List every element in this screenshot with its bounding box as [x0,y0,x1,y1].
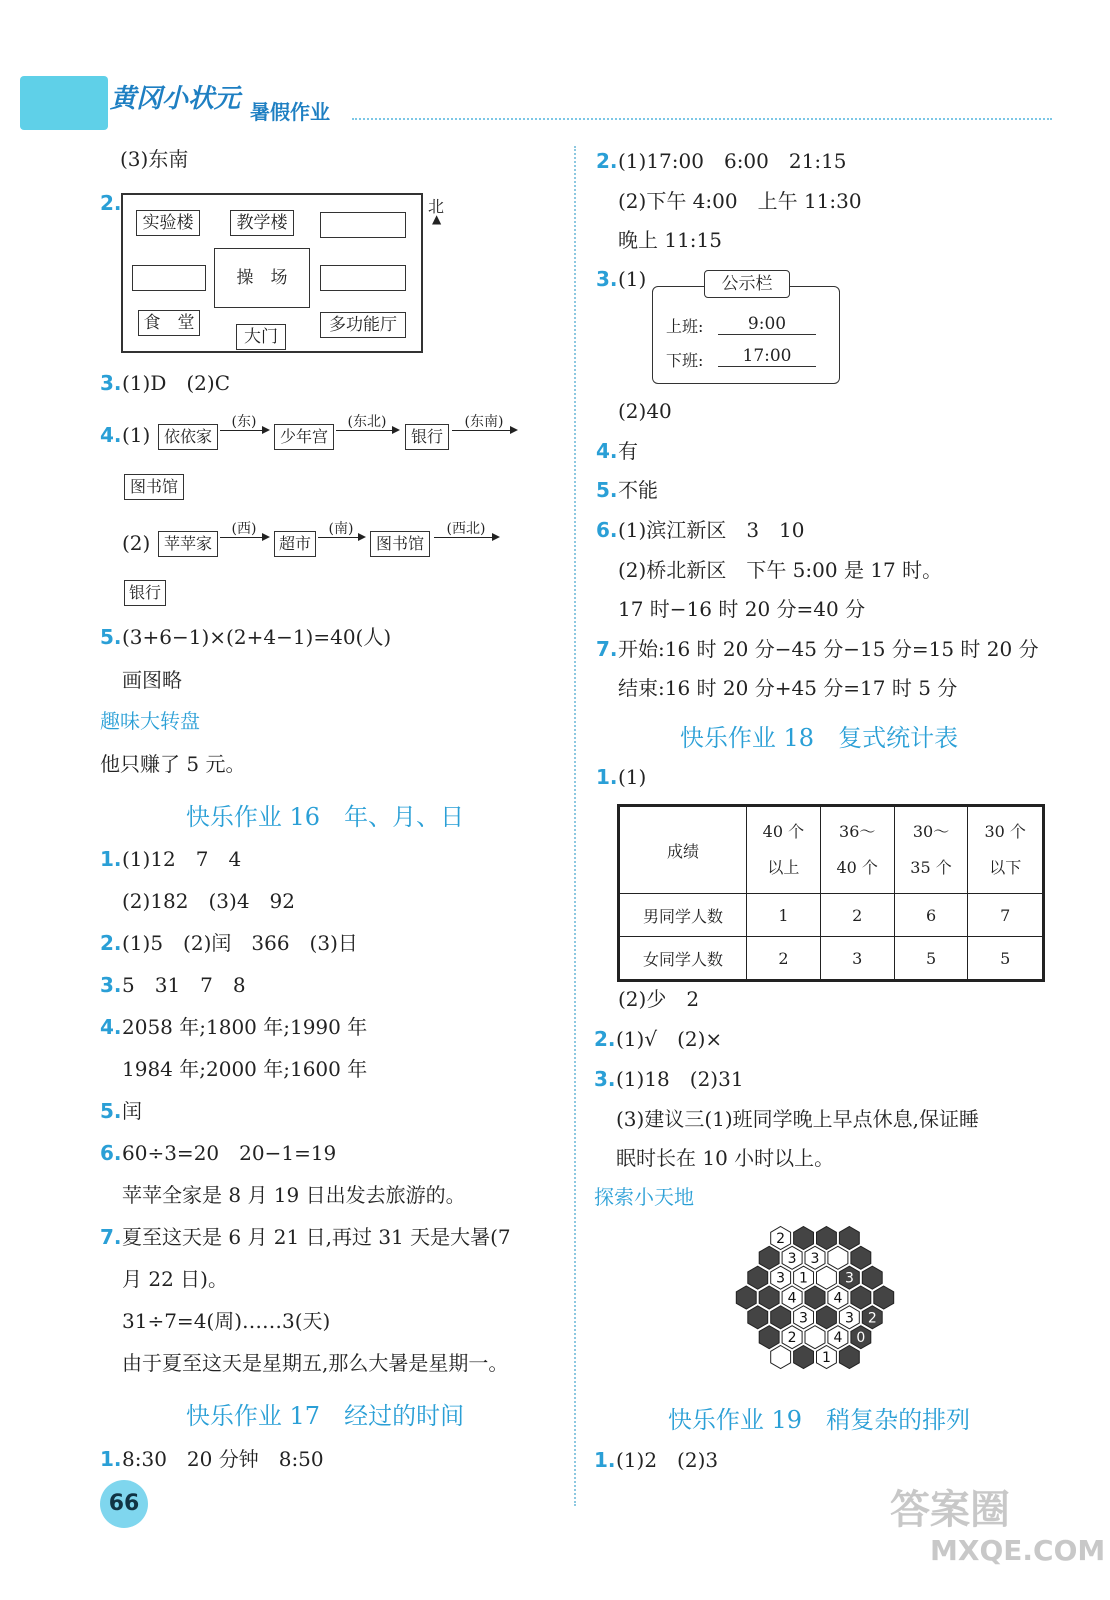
s16-q3: 5 31 7 8 [122,973,246,997]
route1-node-yiyi-home: 依依家 [158,424,218,450]
table-header [747,806,821,894]
hex-number: 1 [822,1350,831,1366]
r-q7b: 结束:16 时 20 分+45 分=17 时 5 分 [618,676,958,700]
hex-cell [817,1306,837,1329]
table-cell: 2 [747,937,821,981]
map-canteen: 食 堂 [138,310,200,336]
hex-cell [874,1286,894,1309]
row-label: 男同学人数 [619,894,747,937]
s16-q5-number: 5. [100,1099,122,1123]
hex-number: 0 [856,1330,866,1347]
header-subtitle: 暑假作业 [250,100,330,124]
brand-title: 黄冈小状元 [110,84,241,114]
header-line: 40 个 [762,822,805,841]
header-dotted-rule [352,118,1052,120]
table-cell: 5 [894,937,968,981]
hex-number: 2 [867,1310,877,1327]
hex-cell [839,1227,859,1250]
route2-node-bank: 银行 [124,580,166,606]
hex-number: 4 [833,1330,843,1347]
route2-node-library: 图书馆 [370,531,430,557]
notice-off-time: 17:00 [718,346,816,367]
map-multi-hall: 多功能厅 [320,312,406,338]
s18-q3a: (1)18 (2)31 [616,1067,744,1091]
r-q2b: (2)下午 4:00 上午 11:30 [618,189,862,213]
s16-q1-number: 1. [100,847,122,871]
s16-q4a: 2058 年;1800 年;1990 年 [122,1015,368,1039]
s16-q7b: 月 22 日)。 [122,1267,228,1291]
section-19-title: 快乐作业 19 稍复杂的排列 [667,1406,971,1434]
watermark-url: MXQE.COM [930,1534,1106,1567]
route2-arrow-3: (西北) [434,521,498,538]
s18-q3b: (3)建议三(1)班同学晚上早点休息,保证睡 [616,1107,980,1131]
r-q6c: 17 时−16 时 20 分=40 分 [618,597,866,621]
hex-cell [805,1286,825,1309]
s19-q1-number: 1. [594,1448,616,1472]
r-q2a: (1)17:00 6:00 21:15 [618,149,847,173]
r-q5: 不能 [618,478,658,502]
s19-q1: (1)2 (2)3 [616,1448,719,1472]
route1-arrow-3: (东南) [452,414,516,431]
q4-number: 4. [100,423,122,447]
hex-cell [839,1346,859,1369]
hex-cell [851,1286,871,1309]
north-label: 北 [428,197,445,216]
r-q3b: (2)40 [618,399,672,423]
s16-q6a: 60÷3=20 20−1=19 [122,1141,337,1165]
score-stats-table [617,804,1045,982]
s16-q3-number: 3. [100,973,122,997]
q5-note: 画图略 [122,668,182,692]
hex-cell [817,1227,837,1250]
header-line: 40 个 [836,858,878,877]
r-q7-number: 7. [596,637,618,661]
hex-cell [817,1266,837,1289]
header-line: 35 个 [910,858,952,877]
map-blank-right [320,265,406,291]
hex-number: 3 [844,1270,854,1287]
s18-q1-prefix: (1) [618,765,647,789]
header-logo-block [20,76,108,130]
s17-q1: 8:30 20 分钟 8:50 [122,1447,324,1471]
hex-cell [794,1227,814,1250]
s16-q4-number: 4. [100,1015,122,1039]
route2-node-supermarket: 超市 [274,531,316,557]
hex-number: 3 [844,1310,854,1327]
s16-q1a: (1)12 7 4 [122,847,242,871]
header-line: 以下 [989,858,1022,877]
r-q6a: (1)滨江新区 3 10 [618,518,805,542]
s16-q7c: 31÷7=4(周)……3(天) [122,1309,331,1333]
s16-q7d: 由于夏至这天是星期五,那么大暑是星期一。 [122,1351,509,1375]
r-q3-prefix: (1) [618,267,647,291]
s16-q6-number: 6. [100,1141,122,1165]
hex-number: 2 [776,1231,786,1247]
r-q4-number: 4. [596,439,618,463]
table-row [619,937,1044,981]
fun-section-title: 趣味大转盘 [100,709,200,733]
table-header [968,806,1044,894]
hex-cell [794,1346,814,1369]
hex-number: 2 [787,1330,797,1347]
r-q5-number: 5. [596,478,618,502]
s18-q1b: (2)少 2 [618,987,700,1011]
table-header [820,806,894,894]
hex-cell [748,1266,768,1289]
hex-cell [851,1246,871,1269]
s18-q2-number: 2. [594,1027,616,1051]
route1-node-youth-palace: 少年宫 [274,424,334,450]
header-line: 36～ [839,822,876,841]
explore-section-title: 探索小天地 [594,1185,694,1209]
s18-q3-number: 3. [594,1067,616,1091]
r-q6b: (2)桥北新区 下午 5:00 是 17 时。 [618,558,943,582]
header-line: 30～ [912,822,950,841]
fun-answer: 他只赚了 5 元。 [100,752,246,776]
notice-board-title: 公示栏 [704,270,790,298]
hex-number: 3 [810,1250,820,1267]
section-16-title: 快乐作业 16 年、月、日 [185,803,465,831]
hex-cell [805,1326,825,1349]
q5-answer: (3+6−1)×(2+4−1)=40(人) [122,625,392,649]
map-gate: 大门 [236,324,286,350]
notice-on-time: 9:00 [718,314,816,335]
table-cell: 1 [747,894,821,937]
route1-arrow-1: (东) [220,414,268,431]
header-line: 以上 [767,858,800,877]
watermark-logo: 答案圈 [890,1487,1010,1533]
table-corner: 成绩 [619,806,747,894]
map-teaching-building: 教学楼 [230,210,294,236]
hex-number: 3 [787,1250,797,1267]
hex-cell [748,1306,768,1329]
route2-arrow-2: (南) [318,521,364,538]
hex-number: 4 [833,1290,843,1307]
hex-cell [736,1286,756,1309]
map-blank-left [132,265,206,291]
hex-cell [759,1286,779,1309]
hex-number: 4 [787,1290,797,1307]
r-q3-number: 3. [596,267,618,291]
column-divider [574,146,576,1506]
map-lab: 实验楼 [136,210,200,236]
r-q6-number: 6. [596,518,618,542]
q4a-prefix: (1) [122,423,151,447]
section-17-title: 快乐作业 17 经过的时间 [185,1402,465,1430]
map-blank-top-right [320,212,406,238]
table-row [619,894,1044,937]
hex-cell [771,1306,791,1329]
hex-cell [759,1326,779,1349]
hex-cell [759,1246,779,1269]
notice-on-label: 上班: [666,317,704,336]
s18-q1-number: 1. [596,765,618,789]
s16-q2-number: 2. [100,931,122,955]
route2-node-pingping-home: 苹苹家 [158,531,218,557]
north-arrow-icon: ▲ [432,212,442,226]
table-cell: 7 [968,894,1044,937]
table-cell: 6 [894,894,968,937]
s18-q2: (1)√ (2)× [616,1027,723,1051]
table-header-row [619,806,1044,894]
r-q7a: 开始:16 时 20 分−45 分−15 分=15 时 20 分 [618,637,1039,661]
q2-number: 2. [100,191,122,215]
r-q2c: 晚上 11:15 [618,228,722,252]
header-line: 30 个 [984,822,1026,841]
r-q2-number: 2. [596,149,618,173]
q5-number: 5. [100,625,122,649]
s16-q1b: (2)182 (3)4 92 [122,889,296,913]
notice-off-label: 下班: [666,351,704,370]
table-header [894,806,968,894]
map-playground: 操 场 [214,248,310,308]
section-18-title: 快乐作业 18 复式统计表 [679,724,959,752]
s16-q2: (1)5 (2)闰 366 (3)日 [122,931,358,955]
hex-cell [771,1346,791,1369]
s16-q7a: 夏至这天是 6 月 21 日,再过 31 天是大暑(7 [122,1225,511,1249]
q3-number: 3. [100,371,122,395]
left-line-dongnan: (3)东南 [120,147,189,171]
hex-puzzle [720,1222,910,1382]
hex-number: 3 [799,1310,808,1327]
hex-number: 1 [799,1270,808,1287]
route1-node-bank: 银行 [405,424,449,450]
s16-q6b: 苹苹全家是 8 月 19 日出发去旅游的。 [122,1183,466,1207]
table-cell: 5 [968,937,1044,981]
q4b-prefix: (2) [122,531,151,555]
s17-q1-number: 1. [100,1447,122,1471]
hex-cell [828,1246,848,1269]
route2-arrow-1: (西) [220,521,268,538]
route1-node-library: 图书馆 [124,474,184,500]
row-label: 女同学人数 [619,937,747,981]
s16-q7-number: 7. [100,1225,122,1249]
s16-q5: 闰 [122,1099,142,1123]
page-number: 66 [100,1480,148,1528]
s16-q4b: 1984 年;2000 年;1600 年 [122,1057,368,1081]
table-cell: 3 [820,937,894,981]
hex-number: 3 [776,1270,786,1287]
q3-answer: (1)D (2)C [122,371,230,395]
r-q4: 有 [618,439,638,463]
hex-cell [862,1266,882,1289]
s18-q3c: 眠时长在 10 小时以上。 [616,1146,835,1170]
table-cell: 2 [820,894,894,937]
route1-arrow-2: (东北) [336,414,398,431]
